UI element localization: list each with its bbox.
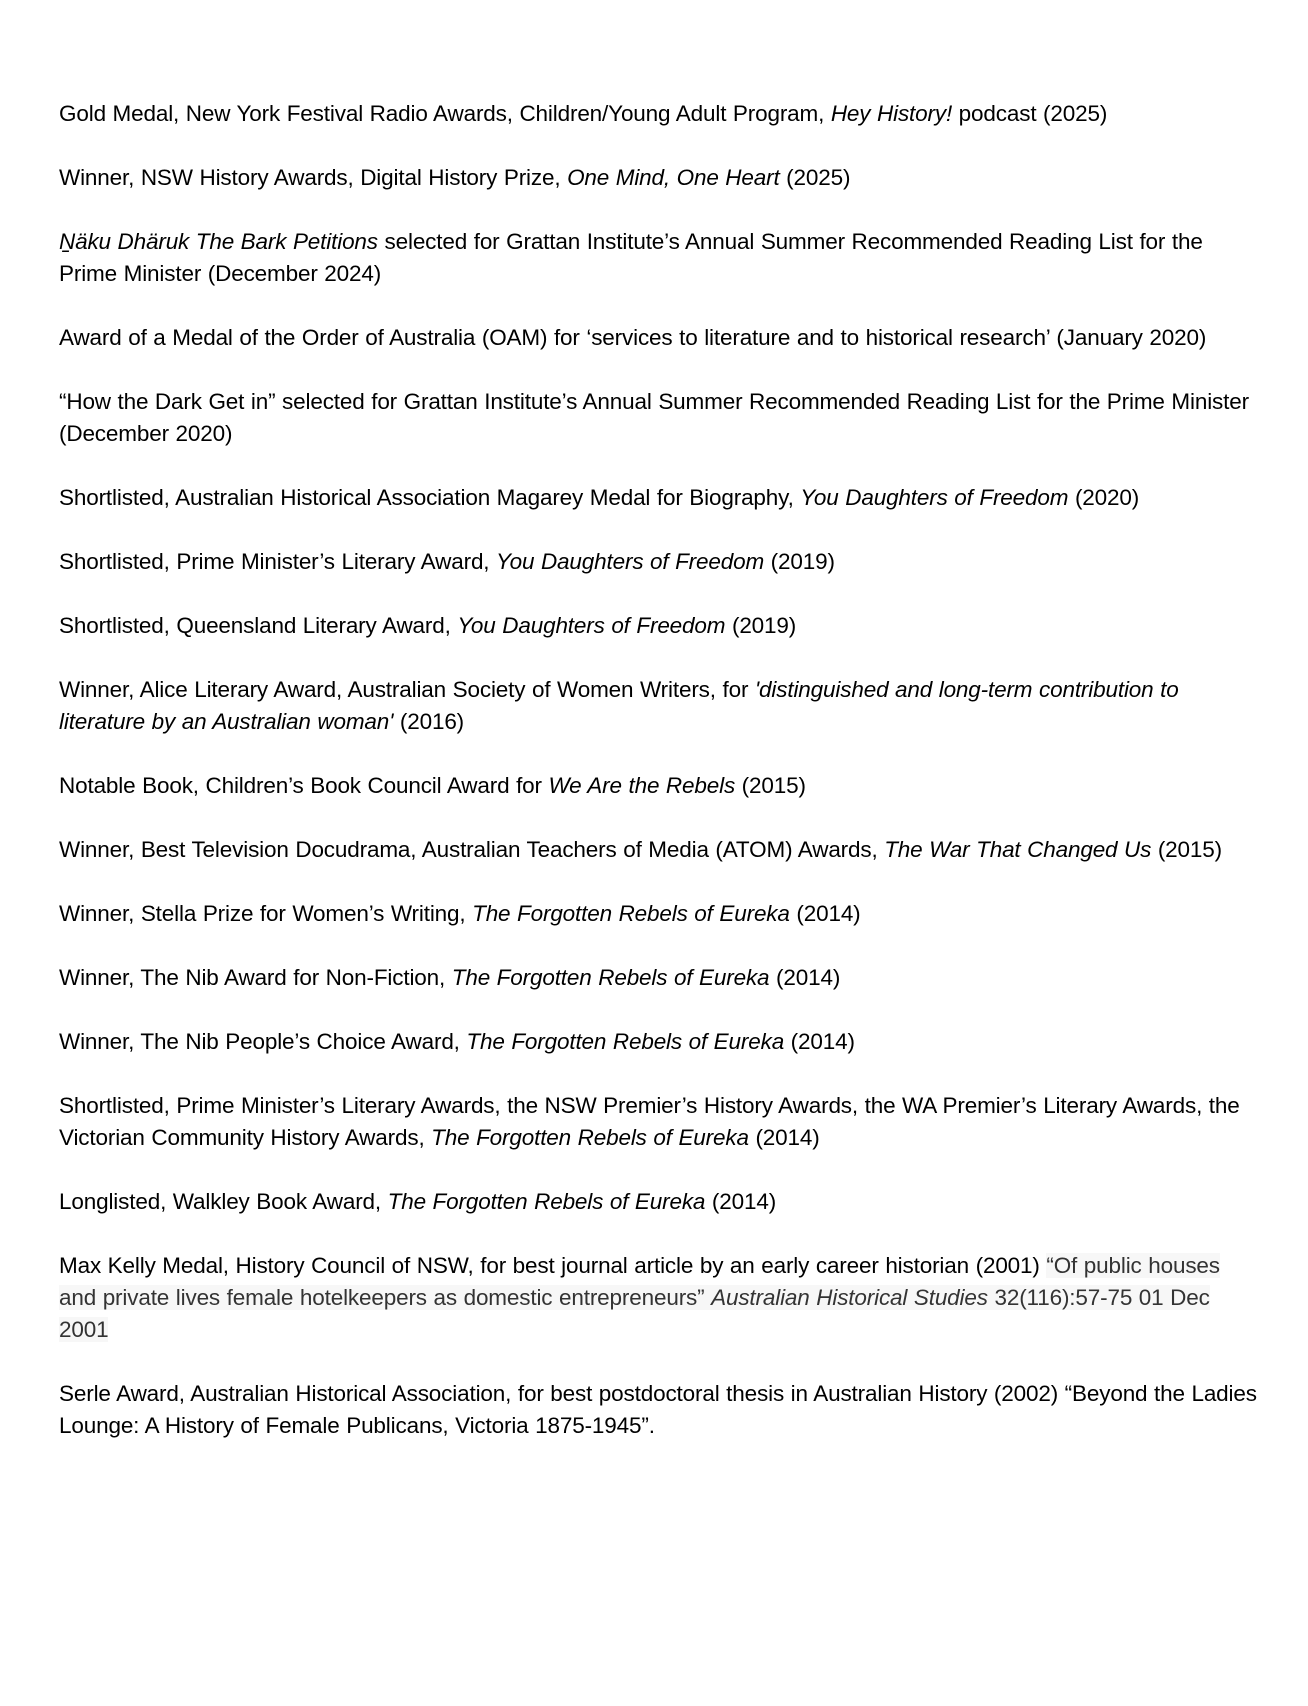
award-text: Shortlisted, Australian Historical Association Magarey Medal for Biography, xyxy=(59,485,801,510)
italic-title-text: The Forgotten Rebels of Eureka xyxy=(431,1125,749,1150)
award-text: (2019) xyxy=(764,549,835,574)
award-text: (2014) xyxy=(769,965,841,990)
award-text: (2014) xyxy=(748,1125,820,1150)
award-text: podcast (2025) xyxy=(952,101,1108,126)
italic-title-text: The Forgotten Rebels of Eureka xyxy=(387,1189,706,1214)
award-entry xyxy=(59,770,1259,802)
award-entry xyxy=(59,1378,1259,1442)
award-text: (2014) xyxy=(789,901,861,926)
award-entry xyxy=(59,1090,1259,1154)
award-text: “Of public houses and private lives female hotelkeepers as domestic entrepreneurs” xyxy=(59,1253,1220,1310)
award-text: “How the Dark Get in” selected for Grattan Institute’s Annual Summer Recommended Reading List for the Prime Minister (December 2020) xyxy=(59,389,1249,446)
award-entry xyxy=(59,1026,1259,1058)
award-text: Winner, Stella Prize for Women’s Writing, xyxy=(59,901,473,926)
award-entry xyxy=(59,962,1259,994)
award-text: Shortlisted, Queensland Literary Award, xyxy=(59,613,458,638)
award-entry xyxy=(59,98,1259,130)
award-text: Winner, Alice Literary Award, Australian Society of Women Writers, for xyxy=(59,677,755,702)
award-text: Winner, The Nib Award for Non-Fiction, xyxy=(59,965,452,990)
italic-title-text: You Daughters of Freedom xyxy=(457,613,726,638)
italic-title-text: Hey History! xyxy=(830,101,953,126)
italic-title-text: You Daughters of Freedom xyxy=(496,549,765,574)
award-entry xyxy=(59,834,1259,866)
italic-title-text: The War That Changed Us xyxy=(884,837,1152,862)
award-text: 32(116):57-75 01 Dec 2001 xyxy=(59,1285,1210,1342)
award-text: (2014) xyxy=(705,1189,777,1214)
award-entry xyxy=(59,610,1259,642)
award-text: selected for Grattan Institute’s Annual Summer Recommended Reading List for the Prime Minister (December 2024) xyxy=(59,229,1203,286)
award-text: Winner, The Nib People’s Choice Award, xyxy=(59,1029,467,1054)
award-entry xyxy=(59,162,1259,194)
award-text: (2016) xyxy=(393,709,465,734)
award-text: (2020) xyxy=(1068,485,1140,510)
award-entry xyxy=(59,1250,1259,1346)
awards-list xyxy=(59,98,1259,1474)
award-entry xyxy=(59,226,1259,290)
award-text: Max Kelly Medal, History Council of NSW, for best journal article by an early career historian (2001) xyxy=(59,1253,1047,1278)
italic-title-text: Australian Historical Studies xyxy=(711,1285,988,1310)
award-text: (2015) xyxy=(735,773,806,798)
award-text: Award of a Medal of the Order of Australia (OAM) for ‘services to literature and to historical research’ (January 2020) xyxy=(59,325,1207,350)
award-entry xyxy=(59,322,1259,354)
award-text: Notable Book, Children’s Book Council Award for xyxy=(59,773,549,798)
italic-title-text: The Forgotten Rebels of Eureka xyxy=(472,901,790,926)
italic-title-text: You Daughters of Freedom xyxy=(800,485,1069,510)
award-entry xyxy=(59,674,1259,738)
italic-title-text: Ṉäku Dhäruk The Bark Petitions xyxy=(59,229,378,254)
award-text: Winner, NSW History Awards, Digital History Prize, xyxy=(59,165,568,190)
award-text: (2019) xyxy=(725,613,797,638)
award-text: Shortlisted, Prime Minister’s Literary Award, xyxy=(59,549,497,574)
award-entry xyxy=(59,482,1259,514)
award-text: Gold Medal, New York Festival Radio Awards, Children/Young Adult Program, xyxy=(59,101,831,126)
award-entry xyxy=(59,386,1259,450)
award-text: (2025) xyxy=(779,165,851,190)
award-text: (2014) xyxy=(784,1029,855,1054)
italic-title-text: The Forgotten Rebels of Eureka xyxy=(451,965,770,990)
italic-title-text: One Mind, One Heart xyxy=(567,165,780,190)
award-entry xyxy=(59,546,1259,578)
italic-title-text: 'distinguished and long-term contribution to literature by an Australian woman' xyxy=(59,677,1179,734)
award-text: Longlisted, Walkley Book Award, xyxy=(59,1189,388,1214)
award-text: (2015) xyxy=(1151,837,1222,862)
award-entry xyxy=(59,1186,1259,1218)
award-text: Shortlisted, Prime Minister’s Literary Awards, the NSW Premier’s History Awards, the WA Premier’s Literary Awards, the Victorian Community History Awards, xyxy=(59,1093,1240,1150)
italic-title-text: The Forgotten Rebels of Eureka xyxy=(466,1029,785,1054)
award-text: Serle Award, Australian Historical Association, for best postdoctoral thesis in Australian History (2002) “Beyond the Ladies Lounge: A History of Female Publicans, Victoria 1875-1945”. xyxy=(59,1381,1257,1438)
award-text: Winner, Best Television Docudrama, Australian Teachers of Media (ATOM) Awards, xyxy=(59,837,885,862)
award-entry xyxy=(59,898,1259,930)
italic-title-text: We Are the Rebels xyxy=(548,773,736,798)
